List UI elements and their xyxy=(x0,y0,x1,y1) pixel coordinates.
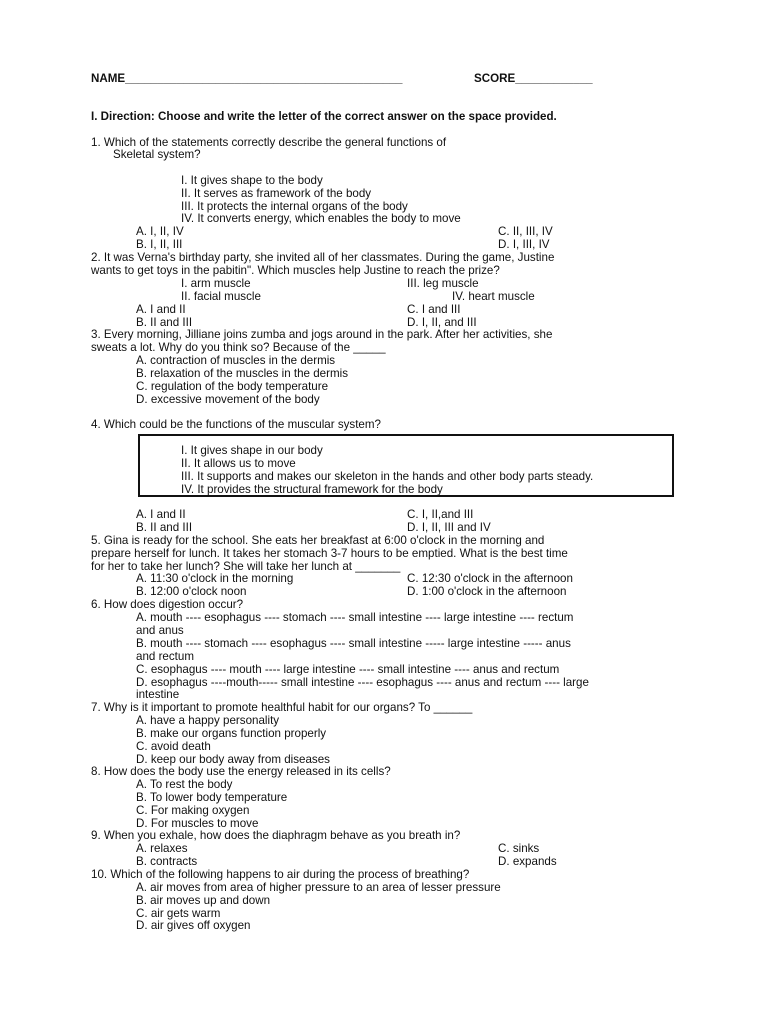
q7-stem: 7. Why is it important to promote healthful habit for our organs? To ______ xyxy=(91,701,473,714)
q9-stem: 9. When you exhale, how does the diaphragm behave as you breath in? xyxy=(91,829,461,842)
score-field[interactable]: SCORE____________ xyxy=(474,72,593,85)
q3-stem-cont: sweats a lot. Why do you think so? Because of the _____ xyxy=(91,341,386,354)
q1-option-a: A. I, II, IV xyxy=(136,225,184,238)
q5-option-c: C. 12:30 o'clock in the afternoon xyxy=(407,572,573,585)
q7-option-a: A. have a happy personality xyxy=(136,714,280,727)
q5-stem: 5. Gina is ready for the school. She eats her breakfast at 6:00 o'clock in the morning and xyxy=(91,534,545,547)
q3-option-a: A. contraction of muscles in the dermis xyxy=(136,354,336,367)
q1-option-d: D. I, III, IV xyxy=(498,238,550,251)
q7-option-b: B. make our organs function properly xyxy=(136,727,327,740)
q1-statement: III. It protects the internal organs of the body xyxy=(181,200,408,213)
q10-option-c: C. air gets warm xyxy=(136,907,221,920)
q8-option-a: A. To rest the body xyxy=(136,778,233,791)
q1-statement: I. It gives shape to the body xyxy=(181,174,323,187)
q4-statement: I. It gives shape in our body xyxy=(181,444,323,457)
name-field[interactable]: NAME___________________________________________ xyxy=(91,72,403,85)
q6-option-c: C. esophagus ---- mouth ---- large intestine ---- small intestine ---- anus and rectum xyxy=(136,663,560,676)
q4-statement: IV. It provides the structural framework for the body xyxy=(181,483,443,496)
q5-option-d: D. 1:00 o'clock in the afternoon xyxy=(407,585,567,598)
q5-option-b: B. 12:00 o'clock noon xyxy=(136,585,247,598)
q2-statement: III. leg muscle xyxy=(407,277,479,290)
q2-statement: II. facial muscle xyxy=(181,290,261,303)
q2-option-b: B. II and III xyxy=(136,316,193,329)
q9-option-a: A. relaxes xyxy=(136,842,188,855)
q9-option-d: D. expands xyxy=(498,855,557,868)
q1-statement: II. It serves as framework of the body xyxy=(181,187,372,200)
q2-statement: IV. heart muscle xyxy=(452,290,535,303)
q2-option-d: D. I, II, and III xyxy=(407,316,477,329)
q10-stem: 10. Which of the following happens to air during the process of breathing? xyxy=(91,868,470,881)
q6-option-b-cont: and rectum xyxy=(136,650,194,663)
q1-option-b: B. I, II, III xyxy=(136,238,183,251)
q2-statement: I. arm muscle xyxy=(181,277,251,290)
q4-option-c: C. I, II,and III xyxy=(407,508,474,521)
q6-option-b: B. mouth ---- stomach ---- esophagus ---- small intestine ----- large intestine ----- anus xyxy=(136,637,571,650)
q8-stem: 8. How does the body use the energy released in its cells? xyxy=(91,765,391,778)
q5-stem-cont: for her to take her lunch? She will take her lunch at _______ xyxy=(91,560,401,573)
q2-stem-cont: wants to get toys in the pabitin". Which muscles help Justine to reach the prize? xyxy=(91,264,500,277)
q8-option-b: B. To lower body temperature xyxy=(136,791,288,804)
q8-option-d: D. For muscles to move xyxy=(136,817,259,830)
q2-stem: 2. It was Verna's birthday party, she invited all of her classmates. During the game, Justine xyxy=(91,251,555,264)
q3-option-d: D. excessive movement of the body xyxy=(136,393,320,406)
q6-option-d: D. esophagus ----mouth----- small intestine ---- esophagus ---- anus and rectum ---- large xyxy=(136,676,589,689)
q10-option-a: A. air moves from area of higher pressure to an area of lesser pressure xyxy=(136,881,501,894)
q2-option-c: C. I and III xyxy=(407,303,461,316)
q1-stem-cont: Skeletal system? xyxy=(113,148,201,161)
q3-option-c: C. regulation of the body temperature xyxy=(136,380,329,393)
q8-option-c: C. For making oxygen xyxy=(136,804,250,817)
q9-option-c: C. sinks xyxy=(498,842,540,855)
q5-stem-cont: prepare herself for lunch. It takes her stomach 3-7 hours to be emptied. What is the best time xyxy=(91,547,568,560)
q4-option-b: B. II and III xyxy=(136,521,193,534)
q4-option-d: D. I, II, III and IV xyxy=(407,521,491,534)
q4-statement: III. It supports and makes our skeleton in the hands and other body parts steady. xyxy=(181,470,594,483)
q4-stem: 4. Which could be the functions of the muscular system? xyxy=(91,418,381,431)
q4-statement: II. It allows us to move xyxy=(181,457,296,470)
direction-heading: I. Direction: Choose and write the letter of the correct answer on the space provided. xyxy=(91,110,557,123)
q1-statement: IV. It converts energy, which enables the body to move xyxy=(181,212,461,225)
q3-option-b: B. relaxation of the muscles in the dermis xyxy=(136,367,349,380)
q10-option-b: B. air moves up and down xyxy=(136,894,271,907)
q6-option-d-cont: intestine xyxy=(136,688,180,701)
q3-stem: 3. Every morning, Jilliane joins zumba and jogs around in the park. After her activities, she xyxy=(91,328,553,341)
q6-stem: 6. How does digestion occur? xyxy=(91,598,244,611)
q1-stem: 1. Which of the statements correctly describe the general functions of xyxy=(91,136,447,149)
q9-option-b: B. contracts xyxy=(136,855,198,868)
q7-option-c: C. avoid death xyxy=(136,740,211,753)
q6-option-a: A. mouth ---- esophagus ---- stomach ---- small intestine ---- large intestine ---- rectum xyxy=(136,611,574,624)
q4-option-a: A. I and II xyxy=(136,508,186,521)
q10-option-d: D. air gives off oxygen xyxy=(136,919,251,932)
q2-option-a: A. I and II xyxy=(136,303,186,316)
q1-option-c: C. II, III, IV xyxy=(498,225,553,238)
q6-option-a-cont: and anus xyxy=(136,624,184,637)
q7-option-d: D. keep our body away from diseases xyxy=(136,753,330,766)
q5-option-a: A. 11:30 o'clock in the morning xyxy=(136,572,294,585)
